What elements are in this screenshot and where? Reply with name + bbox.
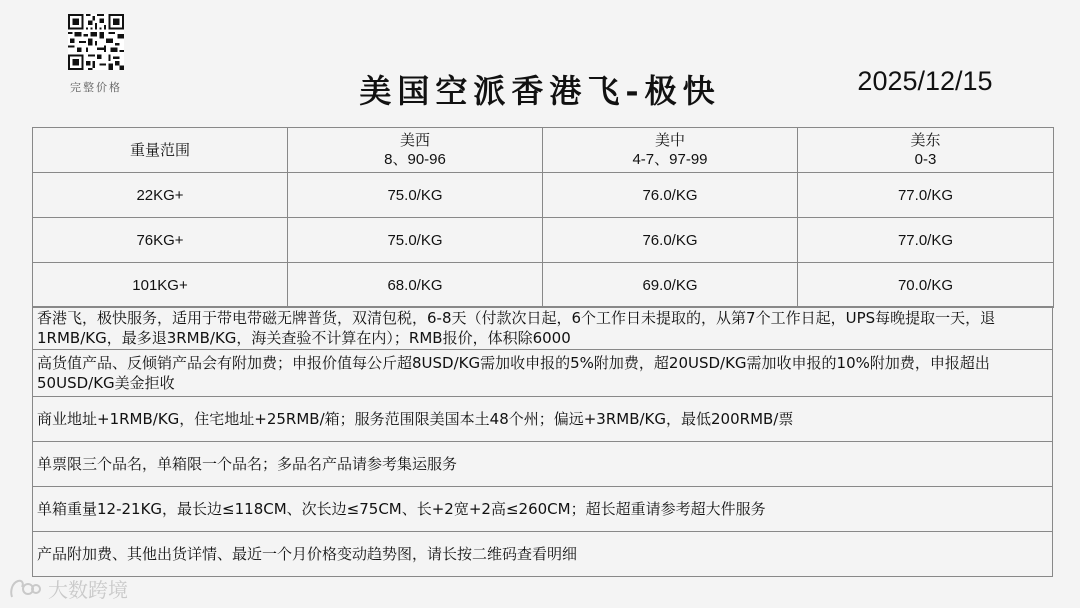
note-row (33, 487, 1053, 532)
price-cell-central: 76.0/KG (543, 218, 798, 263)
date-label: 2025/12/15 (857, 66, 993, 96)
qr-caption: 完整价格 (70, 81, 122, 94)
price-cell-central: 76.0/KG (543, 173, 798, 218)
column-header-central (543, 128, 798, 173)
qr-code-icon[interactable] (68, 14, 124, 70)
column-header-east (798, 128, 1054, 173)
weight-cell: 22KG+ (33, 173, 288, 218)
weight-cell: 76KG+ (33, 218, 288, 263)
price-cell-west: 75.0/KG (288, 173, 543, 218)
note-text: 商业地址+1RMB/KG，住宅地址+25RMB/箱；服务范围限美国本土48个州；偏远+3RMB/KG，最低200RMB/票 (33, 397, 1053, 442)
table-row (33, 263, 1054, 308)
note-text: 单票限三个品名，单箱限一个品名；多品名产品请参考集运服务 (33, 442, 1053, 487)
watermark (8, 574, 128, 603)
price-cell-west: 75.0/KG (288, 218, 543, 263)
column-header-label: 美东 (910, 132, 941, 149)
column-header-sub: 0-3 (914, 151, 937, 168)
note-row (33, 350, 1053, 397)
note-row (33, 307, 1053, 350)
table-header-row (33, 128, 1054, 173)
column-header-west (288, 128, 543, 173)
note-text: 单箱重量12-21KG，最长边≤118CM、次长边≤75CM、长+2宽+2高≤260CM；超长超重请参考超大件服务 (33, 487, 1053, 532)
column-header-sub: 8、90-96 (384, 151, 446, 168)
price-cell-west: 68.0/KG (288, 263, 543, 308)
watermark-logo-icon (8, 577, 42, 601)
column-header-label: 美西 (399, 132, 430, 149)
price-cell-east: 77.0/KG (798, 218, 1054, 263)
note-row (33, 397, 1053, 442)
table-row (33, 173, 1054, 218)
column-header-label: 美中 (654, 132, 685, 149)
watermark-text: 大数跨境 (48, 578, 128, 602)
notes-table (32, 306, 1053, 577)
column-header-sub: 4-7、97-99 (632, 151, 708, 168)
price-cell-east: 70.0/KG (798, 263, 1054, 308)
price-cell-east: 77.0/KG (798, 173, 1054, 218)
column-header-weight: 重量范围 (33, 128, 288, 173)
note-text: 产品附加费、其他出货详情、最近一个月价格变动趋势图，请长按二维码查看明细 (33, 532, 1053, 577)
price-table (32, 127, 1054, 308)
table-row (33, 218, 1054, 263)
note-text: 高货值产品、反倾销产品会有附加费；申报价值每公斤超8USD/KG需加收申报的5%附加费，超20USD/KG需加收申报的10%附加费，申报超出50USD/KG美金拒收 (33, 350, 1053, 397)
note-row (33, 442, 1053, 487)
price-cell-central: 69.0/KG (543, 263, 798, 308)
page-title: 美国空派香港飞-极快 (359, 72, 721, 110)
weight-cell: 101KG+ (33, 263, 288, 308)
note-row (33, 532, 1053, 577)
note-text: 香港飞，极快服务，适用于带电带磁无牌普货，双清包税，6-8天（付款次日起，6个工作日未提取的，从第7个工作日起，UPS每晚提取一天，退1RMB/KG，最多退3RMB/KG，海关查验不计算在内）；RMB报价，体积除6000 (33, 307, 1053, 350)
